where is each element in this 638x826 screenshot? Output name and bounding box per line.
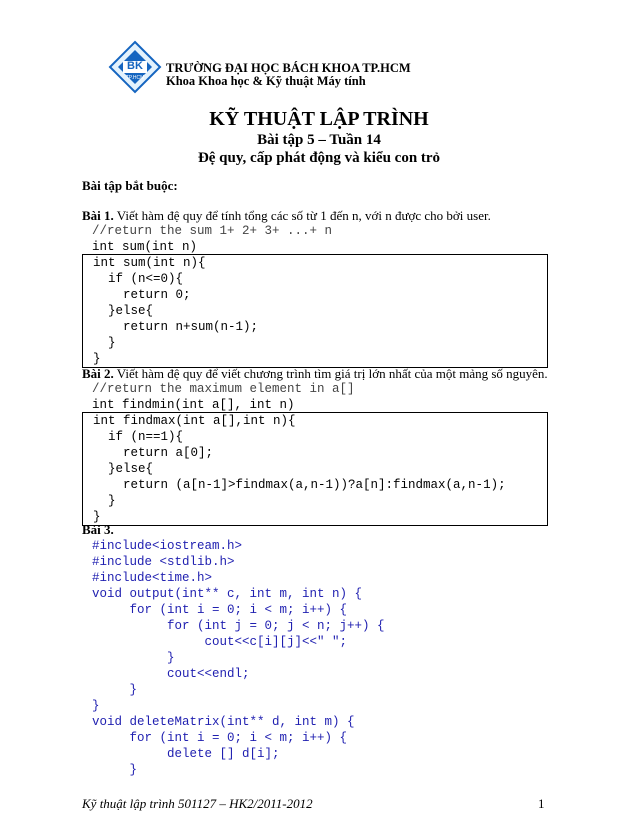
university-logo (108, 40, 162, 94)
exercise-3-code: #include<iostream.h> #include <stdlib.h> #include<time.h> void output(int** c, int m, int n) { for (int i = 0; i < m; i++) { for (int j = 0; j < n; j++) { cout<<c[i][j]<<" "; } cout<<endl; } } void deleteMatrix(int** d, int m) { for (int i = 0; i < m; i++) { delete [] d[i]; } (92, 539, 385, 777)
faculty-name: Khoa Khoa học & Kỹ thuật Máy tính (166, 74, 366, 88)
exercise-1-label: Bài 1. (82, 208, 114, 223)
logo-subtext: TP.HCM (125, 75, 145, 81)
exercise-1-signature: int sum(int n) (92, 240, 198, 254)
document-topic: Đệ quy, cấp phát động và kiểu con trỏ (197, 150, 441, 166)
school-name: TRƯỜNG ĐẠI HỌC BÁCH KHOA TP.HCM (166, 61, 411, 75)
exercise-2-code: int findmax(int a[],int n){ if (n==1){ return a[0]; }else{ return (a[n-1]>findmax(a,n-1))?a[n]:findmax(a,n-1); } } (93, 414, 506, 524)
exercise-2-signature: int findmin(int a[], int n) (92, 398, 295, 412)
exercise-1-code: int sum(int n){ if (n<=0){ return 0; }else{ return n+sum(n-1); } } (93, 256, 259, 366)
exercise-1-prompt (82, 208, 491, 224)
exercise-1-text: Viết hàm đệ quy để tính tổng các số từ 1 đến n, với n được cho bởi user. (113, 208, 491, 223)
document-title: KỸ THUẬT LẬP TRÌNH (209, 108, 429, 130)
exercise-1-code-box (82, 254, 548, 368)
exercise-2-prompt (82, 366, 548, 382)
logo-text: BK (127, 60, 143, 72)
exercise-3-label: Bài 3. (82, 522, 114, 537)
page-number: 1 (538, 796, 545, 811)
exercise-2-comment: //return the maximum element in a[] (92, 382, 355, 396)
section-label: Bài tập bắt buộc: (82, 178, 178, 193)
footer-course: Kỹ thuật lập trình 501127 – HK2/2011-2012 (82, 796, 313, 811)
exercise-2-label: Bài 2. (82, 366, 114, 381)
exercise-2-text: Viết hàm đệ quy để viết chương trình tìm giá trị lớn nhất của một mảng số nguyên. (113, 366, 548, 381)
exercise-1-comment: //return the sum 1+ 2+ 3+ ...+ n (92, 224, 333, 238)
document-subtitle: Bài tập 5 – Tuần 14 (257, 132, 381, 148)
exercise-2-code-box (82, 412, 548, 526)
